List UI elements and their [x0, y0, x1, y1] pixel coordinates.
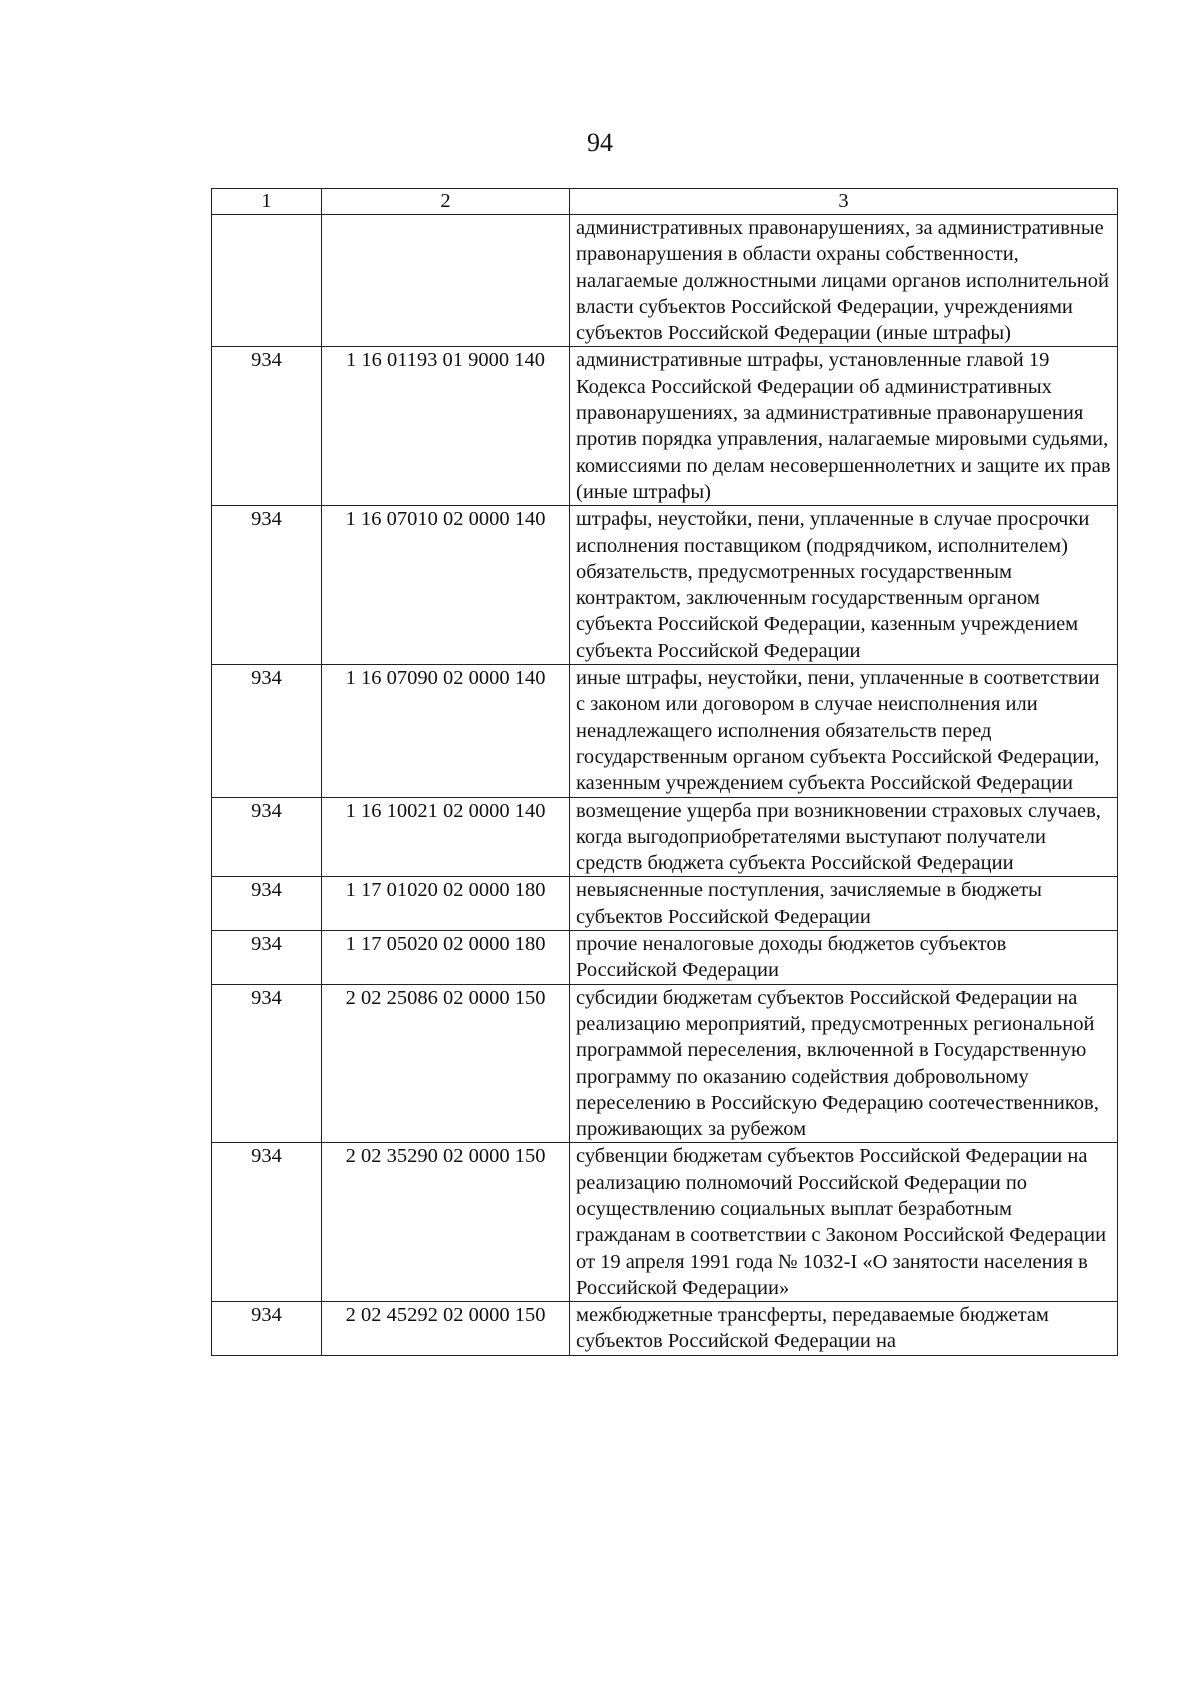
- table-row: [212, 1302, 1118, 1356]
- budget-codes-table: [211, 188, 1118, 1356]
- column-header-3: 3: [570, 189, 1118, 215]
- description-cell: межбюджетные трансферты, передаваемые бюджетам субъектов Российской Федерации на: [570, 1302, 1118, 1356]
- budget-code-cell: 1 16 01193 01 9000 140: [322, 347, 570, 506]
- table-row: [212, 931, 1118, 985]
- description-cell: административные штрафы, установленные главой 19 Кодекса Российской Федерации об административных правонарушениях, за административные правонарушения против порядка управления, налагаемые мировыми судьями, комиссиями по делам несовершеннолетних и защите их прав (иные штрафы): [570, 347, 1118, 506]
- admin-code-cell: 934: [212, 506, 322, 665]
- description-cell: штрафы, неустойки, пени, уплаченные в случае просрочки исполнения поставщиком (подрядчиком, исполнителем) обязательств, предусмотренных государственным контрактом, заключенным государственным органом субъекта Российской Федерации, казенным учреждением субъекта Российской Федерации: [570, 506, 1118, 665]
- budget-code-cell: 2 02 35290 02 0000 150: [322, 1143, 570, 1302]
- budget-code-cell: [322, 215, 570, 347]
- column-header-2: 2: [322, 189, 570, 215]
- description-cell: невыясненные поступления, зачисляемые в бюджеты субъектов Российской Федерации: [570, 877, 1118, 931]
- description-cell: субвенции бюджетам субъектов Российской Федерации на реализацию полномочий Российской Федерации по осуществлению социальных выплат безработным гражданам в соответствии с Законом Российской Федерации от 19 апреля 1991 года № 1032-I «О занятости населения в Российской Федерации»: [570, 1143, 1118, 1302]
- table-row: [212, 1143, 1118, 1302]
- description-cell: субсидии бюджетам субъектов Российской Федерации на реализацию мероприятий, предусмотренных региональной программой переселения, включенной в Государственную программу по оказанию содействия добровольному переселению в Российскую Федерацию соотечественников, проживающих за рубежом: [570, 984, 1118, 1143]
- admin-code-cell: 934: [212, 665, 322, 797]
- budget-code-cell: 1 17 01020 02 0000 180: [322, 877, 570, 931]
- admin-code-cell: 934: [212, 347, 322, 506]
- page-number: 94: [587, 128, 613, 157]
- description-cell: прочие неналоговые доходы бюджетов субъектов Российской Федерации: [570, 931, 1118, 985]
- table-row: [212, 665, 1118, 797]
- description-cell: иные штрафы, неустойки, пени, уплаченные в соответствии с законом или договором в случае неисполнения или ненадлежащего исполнения обязательств перед государственным органом субъекта Российской Федерации, казенным учреждением субъекта Российской Федерации: [570, 665, 1118, 797]
- table-row: [212, 506, 1118, 665]
- table-row: [212, 347, 1118, 506]
- admin-code-cell: 934: [212, 1302, 322, 1356]
- budget-code-cell: 1 16 07010 02 0000 140: [322, 506, 570, 665]
- budget-code-cell: 1 16 10021 02 0000 140: [322, 797, 570, 877]
- admin-code-cell: 934: [212, 877, 322, 931]
- table-header-row: [212, 189, 1118, 215]
- budget-code-cell: 1 17 05020 02 0000 180: [322, 931, 570, 985]
- table-row: [212, 984, 1118, 1143]
- admin-code-cell: 934: [212, 1143, 322, 1302]
- budget-code-cell: 2 02 45292 02 0000 150: [322, 1302, 570, 1356]
- admin-code-cell: 934: [212, 797, 322, 877]
- budget-code-cell: 2 02 25086 02 0000 150: [322, 984, 570, 1143]
- admin-code-cell: [212, 215, 322, 347]
- admin-code-cell: 934: [212, 984, 322, 1143]
- table-row: [212, 215, 1118, 347]
- description-cell: возмещение ущерба при возникновении страховых случаев, когда выгодоприобретателями выступают получатели средств бюджета субъекта Российской Федерации: [570, 797, 1118, 877]
- table-row: [212, 877, 1118, 931]
- budget-code-cell: 1 16 07090 02 0000 140: [322, 665, 570, 797]
- table-row: [212, 797, 1118, 877]
- description-cell: административных правонарушениях, за административные правонарушения в области охраны собственности, налагаемые должностными лицами органов исполнительной власти субъектов Российской Федерации, учреждениями субъектов Российской Федерации (иные штрафы): [570, 215, 1118, 347]
- admin-code-cell: 934: [212, 931, 322, 985]
- column-header-1: 1: [212, 189, 322, 215]
